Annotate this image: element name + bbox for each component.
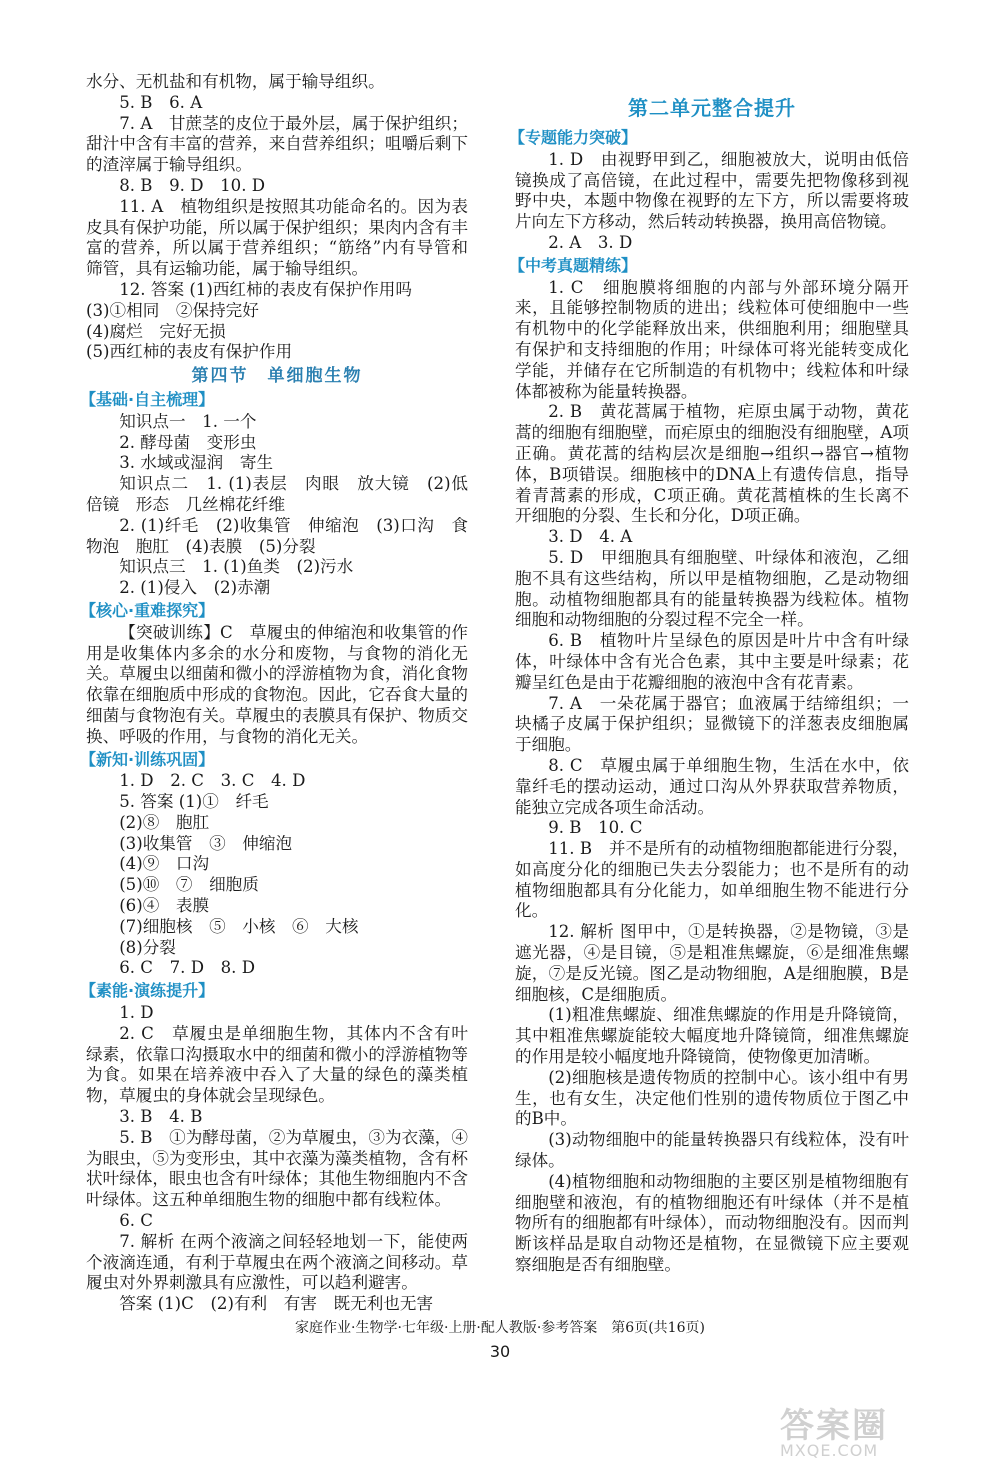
section-tag: 【专题能力突破】 <box>509 128 638 147</box>
answer-text: 7. A 一朵花属于器官；血液属于结缔组织；一块橘子皮属于保护组织；显微镜下的洋葱表皮细胞属于细胞。 <box>515 693 909 755</box>
answer-text: 1. D 由视野甲到乙，细胞被放大，说明由低倍镜换成了高倍镜，在此过程中，需要先把物像移到视野中央，本题中物像在视野的左下方，所以需要将玻片向左下方移动，然后转动转换器，换用高倍物镜。 <box>515 149 909 232</box>
answer-text: (2)⑧ 胞肛 <box>119 812 210 832</box>
watermark-url: MXQE.COM <box>780 1441 879 1460</box>
answer-text: 5. B 6. A <box>119 92 203 112</box>
unit-title: 第二单元整合提升 <box>628 96 796 120</box>
answer-text: 3. 水域或湿润 寄生 <box>119 453 274 473</box>
answer-text: 2. C 草履虫是单细胞生物，其体内不含有叶绿素，依靠口沟摄取水中的细菌和微小的浮游植物等为食。如果在培养液中吞入了大量的绿色的藻类植物，草履虫的身体就会呈现绿色。 <box>86 1023 468 1106</box>
section-title: 第四节 单细胞生物 <box>191 366 363 387</box>
section-tag: 【核心·重难探究】 <box>80 600 215 620</box>
section-tag: 【中考真题精练】 <box>509 255 638 275</box>
answer-text: (6)④ 表膜 <box>119 896 210 916</box>
answer-text: (5)⑩ ⑦ 细胞质 <box>119 875 259 895</box>
answer-text: 3. D 4. A <box>548 527 633 547</box>
answer-text: 1. D <box>119 1003 154 1023</box>
answer-text: 2. 酵母菌 变形虫 <box>119 432 257 452</box>
section-tag: 【新知·训练巩固】 <box>80 749 215 769</box>
answer-text: 水分、无机盐和有机物，属于输导组织。 <box>86 72 385 91</box>
answer-text: 6. C 7. D 8. D <box>119 958 256 978</box>
section-tag: 【基础·自主梳理】 <box>80 389 215 409</box>
answer-text: 12. 解析 图甲中，①是转换器，②是物镜，③是遮光器，④是目镜，⑤是粗准焦螺旋，⑥是细准焦螺旋，⑦是反光镜。图乙是动物细胞，A是细胞膜，B是细胞核，C是细胞质。 <box>515 922 909 1004</box>
answer-text: 2. (1)侵入 (2)赤潮 <box>119 578 271 598</box>
section-tag: 【素能·演练提升】 <box>80 981 215 1001</box>
left-column <box>80 72 468 1315</box>
answer-text: (5)西红柿的表皮有保护作用 <box>86 342 293 362</box>
answer-text: (7)细胞核 ⑤ 小核 ⑥ 大核 <box>119 916 359 936</box>
answer-text: 3. B 4. B <box>119 1107 203 1127</box>
answer-text: 2. (1)纤毛 (2)收集管 伸缩泡 (3)口沟 食物泡 胞肛 (4)表膜 (5)分裂 <box>86 515 468 556</box>
answer-text: 11. B 并不是所有的动植物细胞都能进行分裂，如高度分化的细胞已失去分裂能力；也不是所有的动植物细胞都具有分化能力，如单细胞生物不能进行分化。 <box>515 839 909 921</box>
answer-text: (3)动物细胞中的能量转换器只有线粒体，没有叶绿体。 <box>515 1130 909 1171</box>
answer-text: 1. C 细胞膜将细胞的内部与外部环境分隔开来，且能够控制物质的进出；线粒体可使细胞中一些有机物中的化学能释放出来，供细胞利用；细胞壁具有保护和支持细胞的作用；叶绿体可将光能转变成化学能，并储存在它所制造的有机物中；线粒体和叶绿体都被称为能量转换器。 <box>515 277 909 401</box>
answer-text: 12. 答案 (1)西红柿的表皮有保护作用吗 <box>119 279 412 299</box>
answer-text: 5. D 甲细胞具有细胞壁、叶绿体和液泡，乙细胞不具有这些结构，所以甲是植物细胞，乙是动物细胞。动植物细胞都具有的能量转换器为线粒体。植物细胞和动物细胞的分裂过程不完全一样。 <box>515 547 909 630</box>
answer-text: 2. A 3. D <box>548 232 633 252</box>
answer-text: 11. A 植物组织是按照其功能命名的。因为表皮具有保护功能，所以属于保护组织；果肉内含有丰富的营养，所以属于营养组织；“筋络”内有导管和筛管，具有运输功能，属于输导组织。 <box>86 196 468 279</box>
answer-text: (4)腐烂 完好无损 <box>86 321 226 341</box>
watermark-text: 答案圈 <box>780 1406 888 1446</box>
page-footer: 家庭作业·生物学·七年级·上册·配人教版·参考答案 第6页(共16页) <box>295 1320 705 1336</box>
answer-text: 7. 解析 在两个液滴之间轻轻地划一下，能使两个液滴连通，有利于草履虫在两个液滴之间移动。草履虫对外界刺激具有应激性，可以趋利避害。 <box>86 1231 468 1293</box>
answer-text: 知识点二 1. (1)表层 肉眼 放大镜 (2)低倍镜 形态 几丝棉花纤维 <box>86 474 468 514</box>
page-number: 30 <box>489 1342 511 1361</box>
answer-text: 知识点一 1. 一个 <box>119 411 257 431</box>
answer-text: 答案 (1)C (2)有利 有害 既无利也无害 <box>119 1294 434 1314</box>
answer-text: (4)植物细胞和动物细胞的主要区别是植物细胞有细胞壁和液泡，有的植物细胞还有叶绿体（并不是植物所有的细胞都有叶绿体），而动物细胞没有。因而判断该样品是取自动物还是植物，在显微镜下应主要观察细胞是否有细胞壁。 <box>515 1171 909 1275</box>
right-column <box>509 126 909 1276</box>
answer-text: 7. A 甘蔗茎的皮位于最外层，属于保护组织；甜汁中含有丰富的营养，来自营养组织；咀嚼后剩下的渣滓属于输导组织。 <box>86 113 468 175</box>
answer-text: (8)分裂 <box>119 937 176 957</box>
answer-text: 8. B 9. D 10. D <box>119 175 266 195</box>
answer-text: 6. B 植物叶片呈绿色的原因是叶片中含有叶绿体，叶绿体中含有光合色素，其中主要是叶绿素；花瓣呈红色是由于花瓣细胞的液泡中含有花青素。 <box>515 631 909 692</box>
answer-text: (2)细胞核是遗传物质的控制中心。该小组中有男生，也有女生，决定他们性别的遗传物质位于图乙中的B中。 <box>515 1067 909 1129</box>
answer-text: 1. D 2. C 3. C 4. D <box>119 771 306 791</box>
answer-text: (3)①相同 ②保持完好 <box>86 300 259 320</box>
answer-text: (4)⑨ 口沟 <box>119 854 210 874</box>
watermark-logo <box>780 1398 980 1460</box>
answer-text: (1)粗准焦螺旋、细准焦螺旋的作用是升降镜筒，其中粗准焦螺旋能较大幅度地升降镜筒，细准焦螺旋的作用是较小幅度地升降镜筒，使物像更加清晰。 <box>515 1005 909 1067</box>
answer-text: (3)收集管 ③ 伸缩泡 <box>119 833 293 853</box>
answer-text: 5. 答案 (1)① 纤毛 <box>119 792 269 812</box>
answer-text: 【突破训练】C 草履虫的伸缩泡和收集管的作用是收集体内多余的水分和废物，与食物的消化无关。草履虫以细菌和微小的浮游植物为食，消化食物依靠在细胞质中形成的食物泡。因此，它吞食大量的细菌与食物泡有关。草履虫的表膜具有保护、物质交换、呼吸的作用，与食物的消化无关。 <box>86 622 468 746</box>
answer-text: 2. B 黄花蒿属于植物，疟原虫属于动物，黄花蒿的细胞有细胞壁，而疟原虫的细胞没有细胞壁，A项正确。黄花蒿的结构层次是细胞→组织→器官→植物体，B项错误。细胞核中的DNA上有遗传信息，指导着青蒿素的形成，C项正确。黄花蒿植株的生长离不开细胞的分裂、生长和分化，D项正确。 <box>515 402 909 526</box>
answer-text: 知识点三 1. (1)鱼类 (2)污水 <box>119 557 354 577</box>
answer-text: 5. B ①为酵母菌，②为草履虫，③为衣藻，④为眼虫，⑤为变形虫，其中衣藻为藻类植物，含有杯状叶绿体，眼虫也含有叶绿体；其他生物细胞内不含叶绿体。这五种单细胞生物的细胞中都有线粒体。 <box>86 1127 468 1210</box>
answer-text: 9. B 10. C <box>548 818 643 838</box>
answer-text: 6. C <box>119 1211 153 1231</box>
answer-text: 8. C 草履虫属于单细胞生物，生活在水中，依靠纤毛的摆动运动，通过口沟从外界获取营养物质，能独立完成各项生命活动。 <box>515 755 909 817</box>
